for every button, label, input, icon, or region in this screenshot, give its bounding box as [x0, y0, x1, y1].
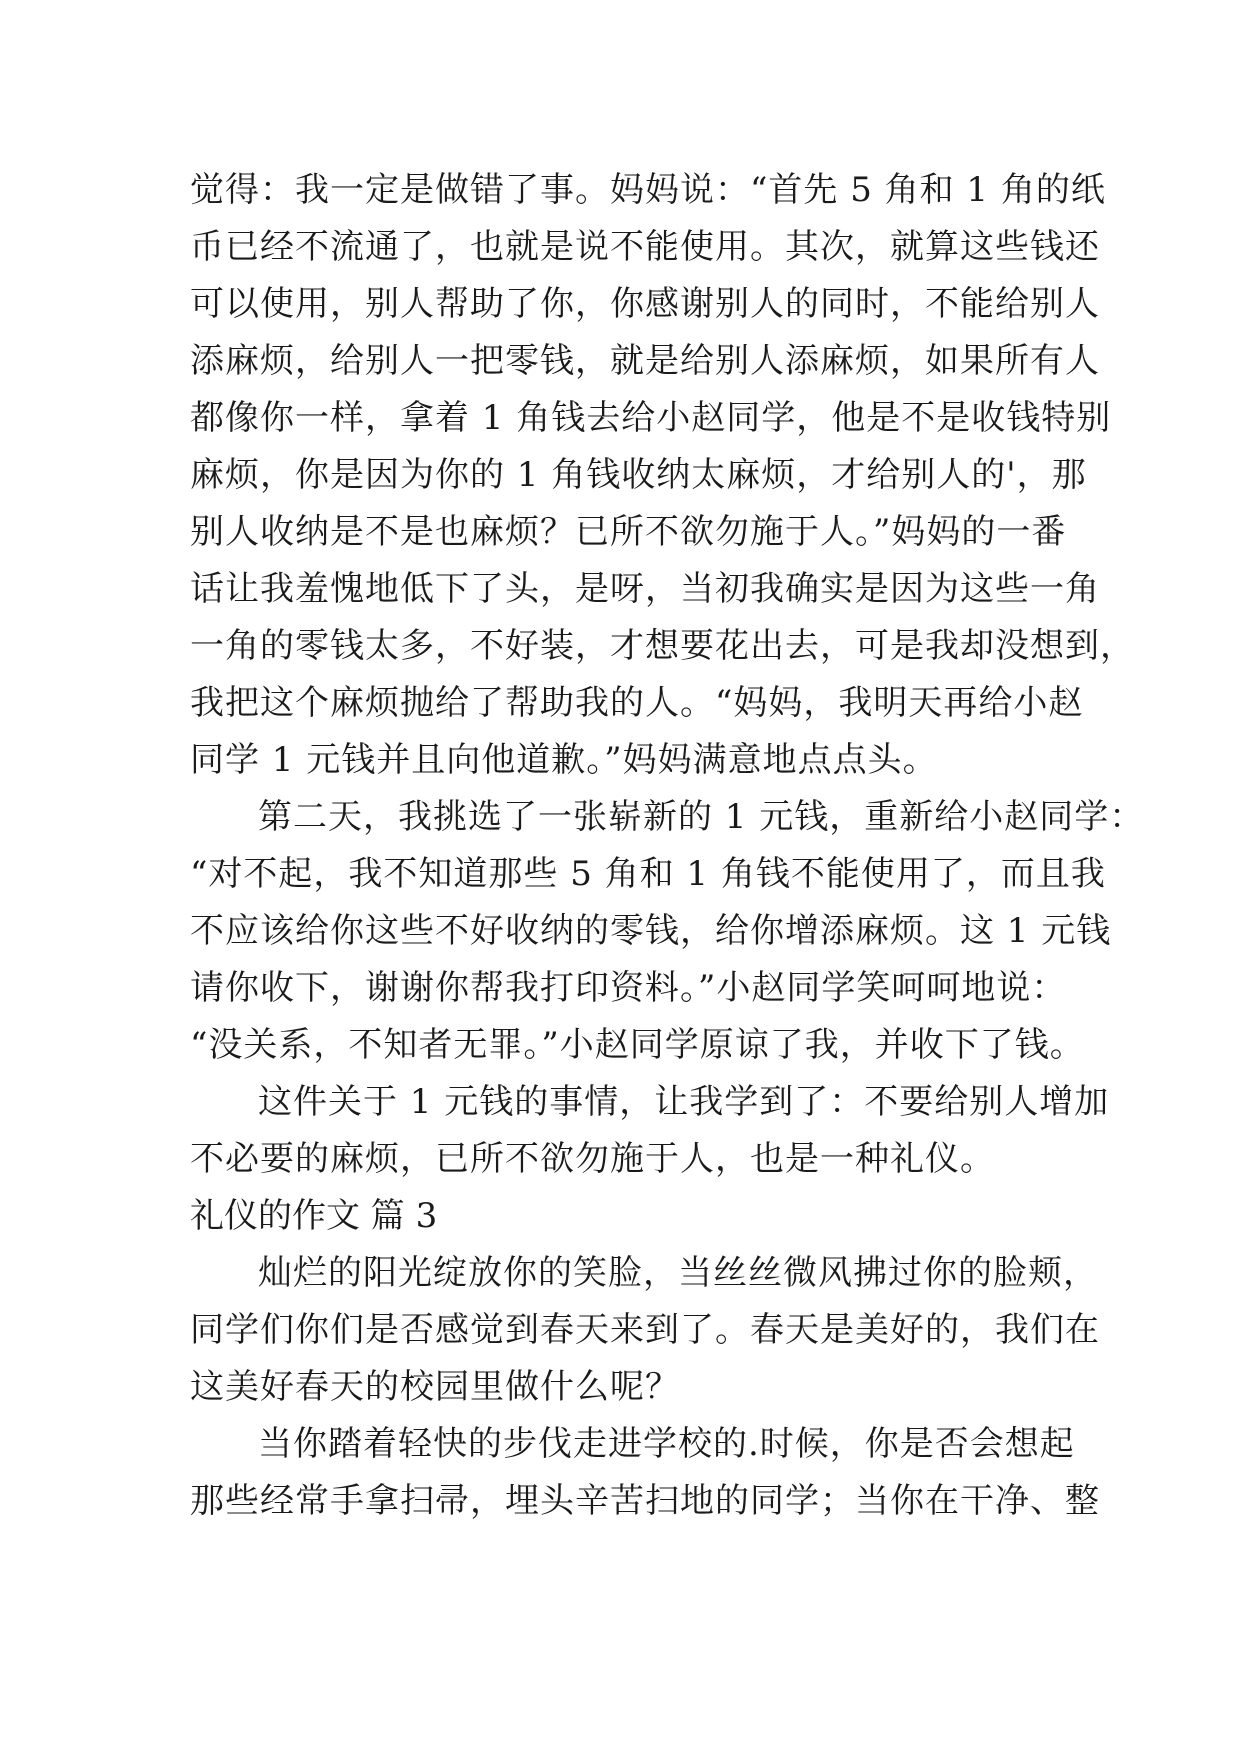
paragraph-start-line: 当你踏着轻快的步伐走进学校的.时候，你是否会想起 — [258, 1424, 1075, 1464]
paragraph-start-line: 第二天，我挑选了一张崭新的 1 元钱，重新给小赵同学： — [258, 797, 1145, 837]
text-line: “没关系，不知者无罪。”小赵同学原谅了我，并收下了钱。 — [190, 1025, 1085, 1065]
text-line: 请你收下，谢谢你帮我打印资料。”小赵同学笑呵呵地说： — [190, 968, 1067, 1008]
text-line: 那些经常手拿扫帚，埋头辛苦扫地的同学；当你在干净、整 — [190, 1481, 1100, 1521]
text-line: 觉得：我一定是做错了事。妈妈说：“首先 5 角和 1 角的纸 — [190, 170, 1106, 210]
text-line: 这美好春天的校园里做什么呢？ — [190, 1367, 680, 1407]
text-line: 可以使用，别人帮助了你，你感谢别人的同时，不能给别人 — [190, 284, 1100, 324]
text-line: 别人收纳是不是也麻烦？已所不欲勿施于人。”妈妈的一番 — [190, 512, 1067, 552]
text-line: 不必要的麻烦，已所不欲勿施于人，也是一种礼仪。 — [190, 1139, 995, 1179]
text-line: 不应该给你这些不好收纳的零钱，给你增添麻烦。这 1 元钱 — [190, 911, 1112, 951]
text-line: 我把这个麻烦抛给了帮助我的人。“妈妈，我明天再给小赵 — [190, 683, 1084, 723]
text-line: 币已经不流通了，也就是说不能使用。其次，就算这些钱还 — [190, 227, 1100, 267]
text-line: 麻烦，你是因为你的 1 角钱收纳太麻烦，才给别人的'，那 — [190, 455, 1087, 495]
text-line: 话让我羞愧地低下了头，是呀，当初我确实是因为这些一角 — [190, 569, 1100, 609]
paragraph-start-line: 灿烂的阳光绽放你的笑脸，当丝丝微风拂过你的脸颊， — [258, 1253, 1098, 1293]
text-line: 同学 1 元钱并且向他道歉。”妈妈满意地点点头。 — [190, 740, 938, 780]
text-line: 都像你一样，拿着 1 角钱去给小赵同学，他是不是收钱特别 — [190, 398, 1112, 438]
paragraph-start-line: 这件关于 1 元钱的事情，让我学到了：不要给别人增加 — [258, 1082, 1110, 1122]
text-line: “对不起，我不知道那些 5 角和 1 角钱不能使用了，而且我 — [190, 854, 1106, 894]
text-line: 同学们你们是否感觉到春天来到了。春天是美好的，我们在 — [190, 1310, 1100, 1350]
section-heading: 礼仪的作文 篇 3 — [190, 1196, 438, 1236]
text-line: 一角的零钱太多，不好装，才想要花出去，可是我却没想到， — [190, 626, 1135, 666]
text-line: 添麻烦，给别人一把零钱，就是给别人添麻烦，如果所有人 — [190, 341, 1100, 381]
